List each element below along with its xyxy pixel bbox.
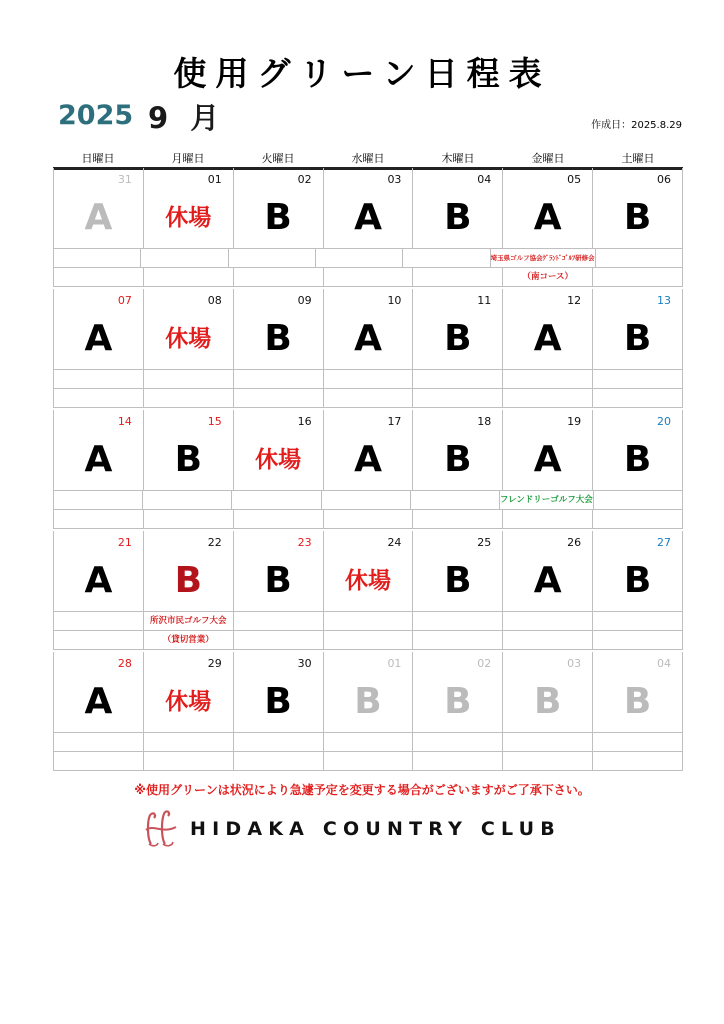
day-number: 19 [567, 415, 582, 428]
event-note [592, 752, 683, 771]
green-letter: B [264, 681, 292, 722]
event-note [143, 268, 233, 287]
green-letter: A [533, 560, 562, 601]
green-letter: B [444, 318, 472, 359]
week-note-row [53, 752, 683, 771]
event-note [412, 631, 502, 650]
event-note [410, 491, 499, 510]
green-letter: B [623, 439, 652, 480]
event-note [412, 612, 502, 631]
day-cell [233, 289, 323, 370]
green-letter: A [533, 197, 562, 238]
event-note [412, 370, 502, 389]
day-number: 29 [207, 657, 222, 670]
event-note [321, 491, 410, 510]
day-number: 25 [477, 536, 492, 549]
week-note-row [53, 733, 683, 752]
event-note [53, 631, 143, 650]
day-number: 20 [657, 415, 672, 428]
day-cell [323, 168, 413, 249]
event-note [592, 612, 683, 631]
calendar-grid [53, 168, 683, 773]
green-letter: B [264, 560, 292, 601]
green-letter: B [354, 681, 382, 722]
week-note-row [53, 268, 683, 287]
green-letter: B [444, 560, 472, 601]
day-number: 30 [297, 657, 312, 670]
week-day-row [53, 410, 683, 491]
event-note [595, 249, 683, 268]
event-note [143, 510, 233, 529]
green-letter: B [623, 197, 652, 238]
day-cell [502, 652, 592, 733]
event-note [233, 631, 323, 650]
event-note [143, 389, 233, 408]
event-note [233, 612, 323, 631]
green-letter: A [84, 318, 113, 359]
club-name: HIDAKA COUNTRY CLUB [190, 818, 561, 840]
green-letter: B [264, 197, 292, 238]
day-number: 18 [477, 415, 492, 428]
green-letter: A [354, 197, 382, 238]
green-letter: A [533, 439, 562, 480]
week-note-row [53, 631, 683, 650]
day-number: 08 [207, 294, 222, 307]
day-cell [323, 652, 413, 733]
weekday-sun: 日曜日 [81, 152, 115, 165]
event-note [592, 733, 683, 752]
event-note [323, 370, 413, 389]
day-cell [143, 652, 233, 733]
month-label: 9 月 [148, 101, 226, 135]
day-number: 09 [297, 294, 312, 307]
week-note-row [53, 612, 683, 631]
footnote: ※使用グリーンは状況により急遽予定を変更する場合がございますがご了承下さい。 [134, 783, 590, 797]
event-note [412, 268, 502, 287]
day-number: 26 [567, 536, 582, 549]
day-number: 28 [117, 657, 132, 670]
event-note [228, 249, 315, 268]
day-number: 02 [297, 173, 312, 186]
day-number: 03 [387, 173, 402, 186]
day-number: 15 [207, 415, 222, 428]
green-letter: B [264, 318, 292, 359]
day-number: 02 [477, 657, 492, 670]
day-cell [143, 168, 233, 249]
event-note [53, 268, 143, 287]
day-cell [412, 289, 502, 370]
event-note [323, 268, 413, 287]
green-letter: A [84, 197, 113, 238]
calendar-week [53, 531, 683, 652]
event-note [233, 752, 323, 771]
day-number: 06 [657, 173, 672, 186]
event-note [233, 510, 323, 529]
event-note [592, 370, 683, 389]
green-letter: B [534, 681, 562, 722]
day-number: 14 [117, 415, 132, 428]
calendar-week [53, 410, 683, 531]
day-cell [323, 531, 413, 612]
event-note: フレンドリーゴルフ大会 [499, 491, 593, 510]
green-letter: A [354, 318, 382, 359]
weekday-wed: 水曜日 [351, 152, 385, 165]
year-label: 2025 [58, 100, 134, 131]
day-cell [233, 168, 323, 249]
day-number: 23 [297, 536, 312, 549]
weekday-sat: 土曜日 [621, 152, 655, 165]
day-cell [592, 168, 683, 249]
day-cell [143, 289, 233, 370]
event-note [323, 733, 413, 752]
day-cell [502, 168, 592, 249]
day-cell [53, 410, 143, 491]
event-note [53, 752, 143, 771]
page-title: 使用グリーン日程表 [173, 54, 551, 93]
day-cell [323, 289, 413, 370]
day-number: 10 [387, 294, 402, 307]
day-cell [53, 531, 143, 612]
event-note [412, 752, 502, 771]
calendar-week [53, 168, 683, 289]
green-letter: B [444, 681, 472, 722]
day-number: 01 [387, 657, 402, 670]
event-note [502, 510, 592, 529]
day-cell [53, 289, 143, 370]
day-number: 16 [297, 415, 312, 428]
event-note [502, 389, 592, 408]
green-letter: B [444, 439, 472, 480]
event-note: 所沢市民ゴルフ大会 [143, 612, 233, 631]
event-note [53, 510, 143, 529]
day-number: 05 [567, 173, 582, 186]
day-cell [502, 410, 592, 491]
day-number: 04 [477, 173, 492, 186]
event-note [592, 389, 683, 408]
day-number: 04 [657, 657, 672, 670]
calendar-week [53, 652, 683, 773]
event-note [53, 370, 143, 389]
green-letter: A [84, 439, 113, 480]
day-cell [502, 289, 592, 370]
week-note-row [53, 491, 683, 510]
event-note [323, 612, 413, 631]
event-note [502, 370, 592, 389]
closed-label: 休場 [165, 689, 212, 715]
green-letter: A [84, 681, 113, 722]
event-note [233, 733, 323, 752]
event-note [53, 733, 143, 752]
day-number: 12 [567, 294, 582, 307]
day-number: 07 [117, 294, 132, 307]
event-note [315, 249, 402, 268]
closed-label: 休場 [255, 447, 302, 473]
event-note [502, 631, 592, 650]
day-number: 11 [477, 294, 492, 307]
event-note [412, 510, 502, 529]
week-day-row [53, 168, 683, 249]
day-cell [233, 410, 323, 491]
event-note [412, 733, 502, 752]
event-note [402, 249, 489, 268]
day-number: 31 [117, 173, 132, 186]
event-note [502, 752, 592, 771]
day-cell [592, 652, 683, 733]
day-number: 17 [387, 415, 402, 428]
day-cell [53, 168, 143, 249]
closed-label: 休場 [165, 326, 212, 352]
event-note [323, 510, 413, 529]
event-note [592, 631, 683, 650]
event-note [323, 631, 413, 650]
green-letter: A [354, 439, 382, 480]
closed-label: 休場 [345, 568, 391, 594]
day-number: 01 [207, 173, 222, 186]
day-cell [233, 652, 323, 733]
weekday-fri: 金曜日 [531, 152, 565, 165]
event-note [502, 733, 592, 752]
event-note [143, 733, 233, 752]
green-letter: B [444, 197, 472, 238]
week-note-row [53, 370, 683, 389]
green-letter: B [623, 681, 652, 722]
week-day-row [53, 652, 683, 733]
event-note [592, 510, 683, 529]
event-note [233, 389, 323, 408]
day-cell [502, 531, 592, 612]
event-note [412, 389, 502, 408]
week-day-row [53, 531, 683, 612]
green-letter: A [84, 560, 113, 601]
event-note [142, 491, 231, 510]
calendar-week [53, 289, 683, 410]
club-logo-icon [143, 808, 179, 848]
event-note [231, 491, 320, 510]
day-cell [412, 531, 502, 612]
day-number: 21 [117, 536, 132, 549]
week-note-row [53, 510, 683, 529]
day-cell [412, 410, 502, 491]
event-note [53, 612, 143, 631]
event-note [323, 752, 413, 771]
event-note [143, 370, 233, 389]
green-letter: B [174, 439, 203, 480]
day-cell [412, 168, 502, 249]
day-number: 27 [657, 536, 672, 549]
weekday-mon: 月曜日 [171, 152, 205, 165]
day-number: 22 [207, 536, 222, 549]
event-note [233, 268, 323, 287]
green-letter: B [623, 318, 652, 359]
event-note [143, 752, 233, 771]
event-note [53, 389, 143, 408]
event-note [53, 491, 142, 510]
event-note: （南コース） [502, 268, 592, 287]
day-cell [592, 410, 683, 491]
created-date: 作成日：2025.8.29 [591, 120, 682, 131]
closed-label: 休場 [165, 205, 212, 231]
green-letter: B [174, 560, 203, 601]
green-letter: A [533, 318, 562, 359]
event-note: （貸切営業） [143, 631, 233, 650]
week-day-row [53, 289, 683, 370]
day-cell [323, 410, 413, 491]
event-note: 埼玉県ゴルフ協会ｸﾞﾗﾝﾄﾞｺﾞﾙﾌ研修会 [490, 249, 595, 268]
day-cell [412, 652, 502, 733]
day-cell [592, 531, 683, 612]
green-letter: B [623, 560, 652, 601]
day-number: 13 [657, 294, 672, 307]
event-note [593, 491, 683, 510]
week-note-row [53, 389, 683, 408]
day-cell [233, 531, 323, 612]
weekday-tue: 火曜日 [261, 152, 295, 165]
day-number: 03 [567, 657, 582, 670]
day-cell [143, 410, 233, 491]
event-note [502, 612, 592, 631]
day-cell [53, 652, 143, 733]
day-number: 24 [387, 536, 402, 549]
event-note [233, 370, 323, 389]
day-cell [592, 289, 683, 370]
week-note-row [53, 249, 683, 268]
event-note [53, 249, 140, 268]
event-note [323, 389, 413, 408]
event-note [592, 268, 683, 287]
day-cell [143, 531, 233, 612]
event-note [140, 249, 227, 268]
weekday-thu: 木曜日 [441, 152, 475, 165]
